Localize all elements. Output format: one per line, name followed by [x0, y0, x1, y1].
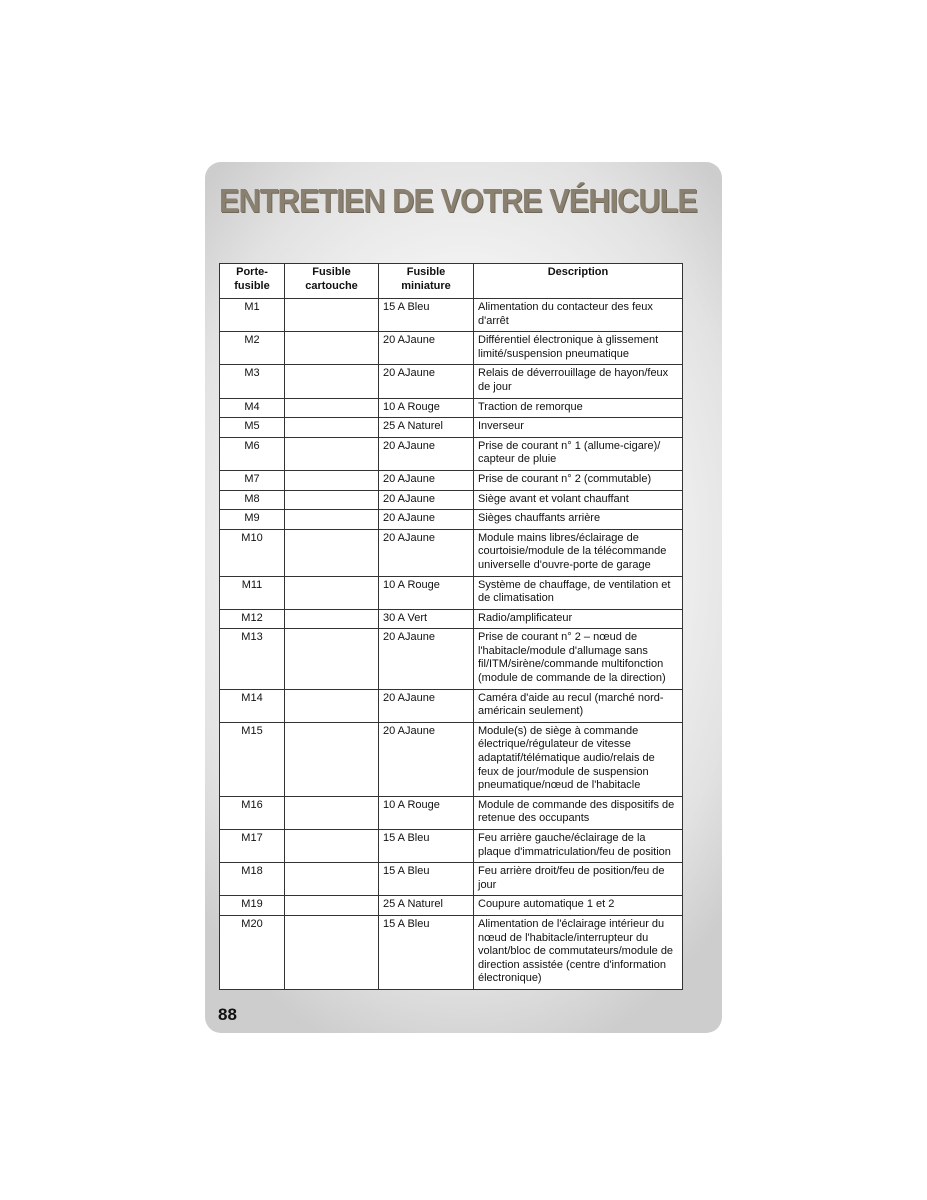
cell-description: Inverseur — [474, 418, 683, 438]
cell-cartridge — [285, 830, 379, 863]
table-row — [220, 863, 683, 896]
cell-description: Prise de courant n° 1 (allume-cigare)/ capteur de pluie — [474, 437, 683, 470]
table-row — [220, 722, 683, 796]
cell-cartridge — [285, 437, 379, 470]
cell-mini: 15 A Bleu — [379, 299, 474, 332]
cell-cartridge — [285, 863, 379, 896]
column-header-mini: Fusible miniature — [379, 264, 474, 299]
cell-mini: 20 AJaune — [379, 332, 474, 365]
table-header-row — [220, 264, 683, 299]
cell-description: Alimentation du contacteur des feux d'arrêt — [474, 299, 683, 332]
cell-holder: M19 — [220, 896, 285, 916]
cell-description: Module mains libres/éclairage de courtoisie/module de la télécommande universelle d'ouvre-porte de garage — [474, 529, 683, 576]
page-title: ENTRETIEN DE VOTRE VÉHICULE — [219, 182, 697, 219]
cell-cartridge — [285, 796, 379, 829]
column-header-description: Description — [474, 264, 683, 299]
cell-holder: M13 — [220, 629, 285, 689]
cell-cartridge — [285, 365, 379, 398]
cell-cartridge — [285, 576, 379, 609]
cell-mini: 20 AJaune — [379, 722, 474, 796]
cell-mini: 15 A Bleu — [379, 915, 474, 989]
page-number: 88 — [218, 1005, 237, 1024]
cell-cartridge — [285, 529, 379, 576]
cell-holder: M9 — [220, 510, 285, 530]
cell-cartridge — [285, 418, 379, 438]
table-row — [220, 830, 683, 863]
cell-holder: M8 — [220, 490, 285, 510]
table-row — [220, 299, 683, 332]
table-row — [220, 915, 683, 989]
cell-cartridge — [285, 722, 379, 796]
cell-holder: M3 — [220, 365, 285, 398]
cell-mini: 15 A Bleu — [379, 830, 474, 863]
cell-holder: M20 — [220, 915, 285, 989]
cell-mini: 30 A Vert — [379, 609, 474, 629]
table-row — [220, 332, 683, 365]
cell-description: Coupure automatique 1 et 2 — [474, 896, 683, 916]
cell-cartridge — [285, 609, 379, 629]
cell-mini: 20 AJaune — [379, 689, 474, 722]
cell-holder: M1 — [220, 299, 285, 332]
cell-mini: 25 A Naturel — [379, 896, 474, 916]
cell-description: Traction de remorque — [474, 398, 683, 418]
table-row — [220, 629, 683, 689]
cell-mini: 20 AJaune — [379, 529, 474, 576]
cell-cartridge — [285, 689, 379, 722]
table-row — [220, 490, 683, 510]
cell-description: Prise de courant n° 2 (commutable) — [474, 470, 683, 490]
cell-cartridge — [285, 510, 379, 530]
column-header-holder: Porte- fusible — [220, 264, 285, 299]
cell-cartridge — [285, 470, 379, 490]
cell-cartridge — [285, 915, 379, 989]
table-row — [220, 896, 683, 916]
cell-mini: 20 AJaune — [379, 437, 474, 470]
cell-mini: 10 A Rouge — [379, 398, 474, 418]
cell-mini: 10 A Rouge — [379, 576, 474, 609]
cell-cartridge — [285, 398, 379, 418]
cell-mini: 20 AJaune — [379, 365, 474, 398]
cell-cartridge — [285, 299, 379, 332]
cell-holder: M17 — [220, 830, 285, 863]
table-row — [220, 689, 683, 722]
table-row — [220, 437, 683, 470]
cell-description: Radio/amplificateur — [474, 609, 683, 629]
column-header-cartridge: Fusible cartouche — [285, 264, 379, 299]
cell-holder: M10 — [220, 529, 285, 576]
cell-holder: M12 — [220, 609, 285, 629]
cell-holder: M18 — [220, 863, 285, 896]
cell-description: Module de commande des dispositifs de retenue des occupants — [474, 796, 683, 829]
table-row — [220, 510, 683, 530]
table-row — [220, 365, 683, 398]
cell-holder: M5 — [220, 418, 285, 438]
cell-description: Siège avant et volant chauffant — [474, 490, 683, 510]
cell-holder: M7 — [220, 470, 285, 490]
cell-description: Sièges chauffants arrière — [474, 510, 683, 530]
table-row — [220, 398, 683, 418]
cell-cartridge — [285, 629, 379, 689]
cell-mini: 25 A Naturel — [379, 418, 474, 438]
cell-holder: M14 — [220, 689, 285, 722]
cell-mini: 20 AJaune — [379, 490, 474, 510]
cell-holder: M11 — [220, 576, 285, 609]
fuse-table — [219, 263, 683, 990]
cell-mini: 20 AJaune — [379, 470, 474, 490]
cell-holder: M6 — [220, 437, 285, 470]
table-row — [220, 609, 683, 629]
cell-description: Module(s) de siège à commande électrique/régulateur de vitesse adaptatif/télématique audio/relais de feux de jour/module de suspension pneumatique/nœud de l'habitacle — [474, 722, 683, 796]
table-row — [220, 796, 683, 829]
cell-mini: 15 A Bleu — [379, 863, 474, 896]
cell-mini: 10 A Rouge — [379, 796, 474, 829]
cell-description: Différentiel électronique à glissement limité/suspension pneumatique — [474, 332, 683, 365]
cell-cartridge — [285, 332, 379, 365]
cell-description: Relais de déverrouillage de hayon/feux de jour — [474, 365, 683, 398]
cell-description: Alimentation de l'éclairage intérieur du nœud de l'habitacle/interrupteur du volant/bloc de commutateurs/module de direction assistée (centre d'information électronique) — [474, 915, 683, 989]
table-row — [220, 529, 683, 576]
cell-cartridge — [285, 490, 379, 510]
table-row — [220, 418, 683, 438]
cell-mini: 20 AJaune — [379, 629, 474, 689]
cell-holder: M15 — [220, 722, 285, 796]
cell-description: Système de chauffage, de ventilation et de climatisation — [474, 576, 683, 609]
cell-description: Caméra d'aide au recul (marché nord-américain seulement) — [474, 689, 683, 722]
cell-holder: M16 — [220, 796, 285, 829]
cell-cartridge — [285, 896, 379, 916]
cell-description: Prise de courant n° 2 – nœud de l'habitacle/module d'allumage sans fil/ITM/sirène/commande multifonction (module de commande de la direction) — [474, 629, 683, 689]
cell-description: Feu arrière droit/feu de position/feu de jour — [474, 863, 683, 896]
cell-mini: 20 AJaune — [379, 510, 474, 530]
table-row — [220, 470, 683, 490]
cell-holder: M2 — [220, 332, 285, 365]
table-body — [220, 299, 683, 990]
cell-holder: M4 — [220, 398, 285, 418]
table-row — [220, 576, 683, 609]
cell-description: Feu arrière gauche/éclairage de la plaque d'immatriculation/feu de position — [474, 830, 683, 863]
